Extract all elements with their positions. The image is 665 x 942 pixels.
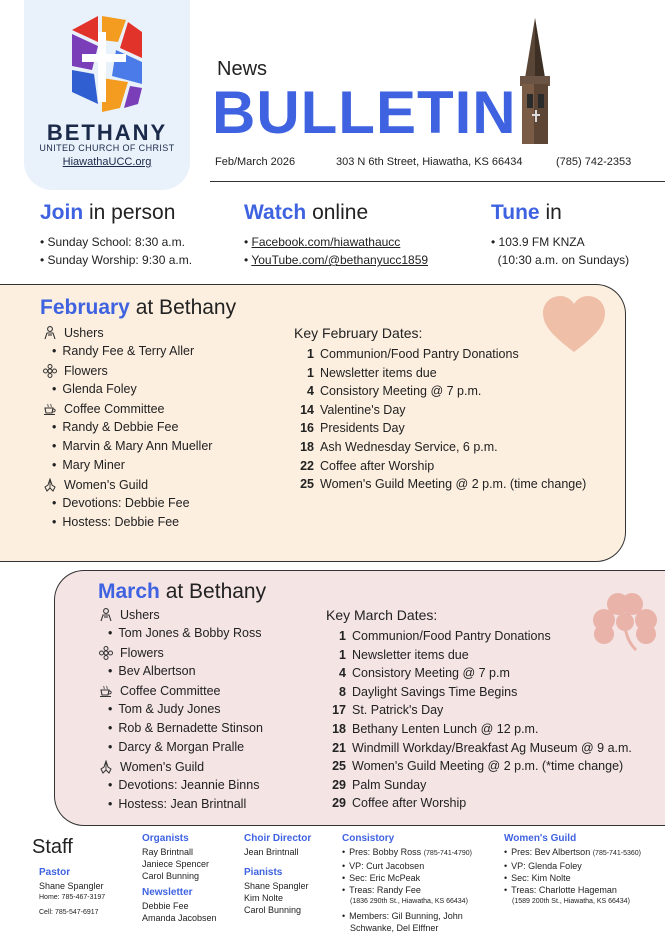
flowers-heading: Flowers	[42, 361, 212, 380]
coffee-entry: • Darcy & Morgan Pralle	[108, 738, 263, 757]
organist-name: Janiece Spencer	[142, 859, 210, 869]
pianists-label: Pianists	[244, 867, 283, 878]
pastor-home: Home: 785-467-3197	[39, 894, 106, 901]
flowers-entry: • Bev Albertson	[108, 662, 263, 681]
join-item: • Sunday School: 8:30 a.m.	[40, 235, 185, 249]
join-item: • Sunday Worship: 9:30 a.m.	[40, 253, 193, 267]
pianist-name: Kim Nolte	[244, 893, 284, 903]
date-row: 22 Coffee after Worship	[300, 458, 435, 473]
logo-subtitle: UNITED CHURCH OF CHRIST	[39, 143, 175, 153]
date-row: 16 Presidents Day	[300, 421, 405, 436]
header-divider	[210, 181, 665, 182]
watch-section	[244, 200, 428, 269]
coffee-heading: Coffee Committee	[98, 681, 263, 700]
guild-pres: • Pres: Bev Albertson (785-741-5360)	[504, 846, 641, 860]
consistory-vp: • VP: Curt Jacobsen	[342, 860, 472, 872]
praying-hands-icon	[42, 477, 58, 493]
date-row: 18 Ash Wednesday Service, 6 p.m.	[300, 439, 498, 454]
guild-entry: • Hostess: Jean Brintnall	[108, 795, 263, 814]
ushers-heading: Ushers	[42, 323, 212, 342]
issue-date: Feb/March 2026	[215, 156, 296, 168]
pianist-name: Carol Bunning	[244, 905, 302, 915]
date-row: 1 Communion/Food Pantry Donations	[339, 629, 551, 643]
consistory-members: • Members: Gil Bunning, John	[342, 910, 472, 922]
guild-entry: • Devotions: Debbie Fee	[52, 494, 212, 513]
date-row: 1 Newsletter items due	[339, 647, 469, 662]
date-row: 14 Valentine's Day	[300, 402, 406, 417]
organist-name: Carol Bunning	[142, 871, 200, 881]
coffee-cup-icon	[98, 683, 114, 699]
consistory-sec: • Sec: Eric McPeak	[342, 872, 472, 884]
tune-item: (10:30 a.m. on Sundays)	[497, 253, 630, 267]
consistory-pres: • Pres: Bobby Ross (785-741-4790)	[342, 846, 472, 860]
date-row: 25 Women's Guild Meeting @ 2 p.m. (time change)	[300, 477, 587, 492]
date-row: 29 Coffee after Worship	[332, 796, 467, 811]
date-row: 17 St. Patrick's Day	[332, 703, 444, 718]
consistory-treas: • Treas: Randy Fee	[342, 884, 472, 896]
usher-icon	[42, 325, 58, 341]
guild-entry: • Hostess: Debbie Fee	[52, 513, 212, 532]
tune-section	[491, 200, 629, 269]
pastor-label: Pastor	[39, 867, 71, 878]
newsletter-name: Debbie Fee	[142, 901, 189, 911]
coffee-entry: • Mary Miner	[52, 456, 212, 475]
consistory-members-cont: Schwanke, Del Elffner	[350, 923, 439, 933]
organists-label: Organists	[142, 833, 189, 844]
newsletter-name: Amanda Jacobsen	[142, 913, 217, 923]
facebook-link[interactable]: • Facebook.com/hiawathaucc	[244, 235, 401, 249]
youtube-link[interactable]: • YouTube.com/@bethanyucc1859	[244, 253, 429, 267]
coffee-heading: Coffee Committee	[42, 399, 212, 418]
pianist-name: Shane Spangler	[244, 881, 309, 891]
guild-entry: • Devotions: Jeannie Binns	[108, 776, 263, 795]
choir-director-name: Jean Brintnall	[244, 847, 299, 857]
flowers-entry: • Glenda Foley	[52, 380, 212, 399]
guild-treas: • Treas: Charlotte Hageman	[504, 884, 641, 896]
usher-icon	[98, 607, 114, 623]
logo-panel	[24, 0, 190, 190]
coffee-entry: • Tom & Judy Jones	[108, 700, 263, 719]
february-roles	[42, 323, 212, 532]
tune-item: • 103.9 FM KNZA	[491, 235, 585, 249]
february-key-dates	[294, 323, 586, 494]
church-address: 303 N 6th Street, Hiawatha, KS 66434	[336, 156, 523, 168]
bulletin-title: BULLETIN	[212, 79, 517, 146]
flower-icon	[98, 645, 114, 661]
march-roles	[98, 605, 263, 814]
february-title: February at Bethany	[40, 296, 237, 319]
praying-hands-icon	[98, 759, 114, 775]
church-phone: (785) 742-2353	[556, 156, 632, 168]
march-key-dates	[326, 605, 632, 813]
coffee-entry: • Randy & Debbie Fee	[52, 418, 212, 437]
flowers-heading: Flowers	[98, 643, 263, 662]
guild-treas-address: (1589 200th St., Hiawatha, KS 66434)	[512, 898, 630, 905]
date-row: 21 Windmill Workday/Breakfast Ag Museum @ 9 a.m.	[332, 740, 632, 755]
pastor-name: Shane Spangler	[39, 881, 104, 891]
usher-entry: • Randy Fee & Terry Aller	[52, 342, 212, 361]
coffee-entry: • Marvin & Mary Ann Mueller	[52, 437, 212, 456]
consistory-label: Consistory	[342, 833, 395, 844]
choir-director-label: Choir Director	[244, 833, 312, 844]
february-dates-title: Key February Dates:	[294, 325, 423, 341]
logo-name: BETHANY	[46, 120, 168, 145]
steeple-icon	[510, 18, 560, 146]
usher-entry: • Tom Jones & Bobby Ross	[108, 624, 263, 643]
march-title: March at Bethany	[98, 580, 267, 603]
website-link[interactable]: HiawathaUCC.org	[62, 156, 152, 168]
join-section	[40, 200, 192, 269]
date-row: 1 Newsletter items due	[307, 365, 437, 380]
consistory-group	[342, 832, 472, 934]
newsletter-label: Newsletter	[142, 887, 193, 898]
guild-vp: • VP: Glenda Foley	[504, 860, 641, 872]
date-row: 8 Daylight Savings Time Begins	[339, 684, 518, 699]
church-logo-icon	[68, 12, 146, 116]
ushers-heading: Ushers	[98, 605, 263, 624]
guild-heading: Women's Guild	[42, 475, 212, 494]
womens-guild-label: Women's Guild	[504, 833, 577, 844]
organists-group	[142, 832, 217, 924]
date-row: 4 Consistory Meeting @ 7 p.m	[339, 666, 510, 681]
staff-title: Staff	[32, 836, 73, 858]
coffee-cup-icon	[42, 401, 58, 417]
news-label: News	[217, 58, 268, 80]
date-row: 25 Women's Guild Meeting @ 2 p.m. (*time change)	[332, 759, 624, 774]
womens-guild-group	[504, 832, 641, 908]
join-title: Join in person	[40, 201, 176, 224]
watch-title: Watch online	[244, 201, 369, 224]
coffee-entry: • Rob & Bernadette Stinson	[108, 719, 263, 738]
music-group	[244, 832, 311, 916]
date-row: 4 Consistory Meeting @ 7 p.m.	[307, 384, 482, 399]
tune-title: Tune in	[491, 201, 562, 224]
date-row: 1 Communion/Food Pantry Donations	[307, 347, 519, 361]
guild-sec: • Sec: Kim Nolte	[504, 872, 641, 884]
consistory-treas-address: (1836 290th St., Hiawatha, KS 66434)	[350, 898, 468, 905]
guild-heading: Women's Guild	[98, 757, 263, 776]
date-row: 29 Palm Sunday	[332, 777, 427, 792]
flower-icon	[42, 363, 58, 379]
pastor-cell: Cell: 785-547-6917	[39, 909, 99, 916]
organist-name: Ray Brintnall	[142, 847, 194, 857]
date-row: 18 Bethany Lenten Lunch @ 12 p.m.	[332, 721, 539, 736]
pastor-group	[39, 866, 105, 919]
march-dates-title: Key March Dates:	[326, 607, 438, 623]
